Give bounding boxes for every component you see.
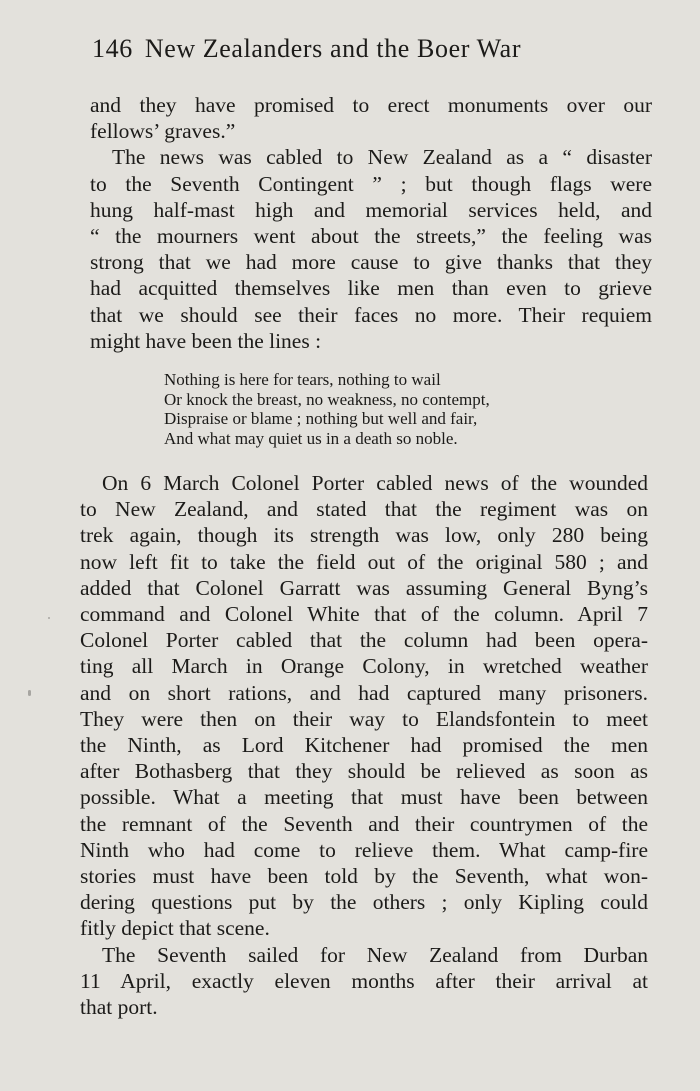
text-line: the Ninth, as Lord Kitchener had promised the men bbox=[80, 733, 648, 758]
verse-line: Dispraise or blame ; nothing but well and fair, bbox=[164, 409, 478, 428]
text-line: 11 April, exactly eleven months after their arrival at bbox=[80, 968, 648, 993]
text-line: to the Seventh Contingent ” ; but though flags were bbox=[90, 171, 652, 196]
running-title: New Zealanders and the Boer War bbox=[144, 34, 522, 63]
text-line: possible. What a meeting that must have been between bbox=[80, 785, 648, 810]
text-line: Ninth who had come to relieve them. What camp-fire bbox=[80, 837, 648, 862]
text-line: They were then on their way to Elandsfontein to meet bbox=[80, 706, 648, 731]
text-line: “ the mourners went about the streets,” the feeling was bbox=[90, 224, 652, 249]
text-line: trek again, though its strength was low, only 280 being bbox=[80, 523, 648, 548]
text-line: The Seventh sailed for New Zealand from Durban bbox=[102, 942, 648, 967]
text-line: that port. bbox=[80, 995, 158, 1020]
text-line: added that Colonel Garratt was assuming General Byng’s bbox=[80, 575, 648, 600]
verse-quotation bbox=[164, 370, 604, 448]
text-line: to New Zealand, and stated that the regiment was on bbox=[80, 497, 648, 522]
text-line: command and Colonel White that of the column. April 7 bbox=[80, 602, 648, 627]
text-line: On 6 March Colonel Porter cabled news of the wounded bbox=[102, 471, 648, 495]
paragraph-block-a bbox=[90, 92, 652, 354]
text-line: and on short rations, and had captured many prisoners. bbox=[80, 680, 648, 705]
text-line: dering questions put by the others ; only Kipling could bbox=[80, 890, 648, 915]
text-line: had acquitted themselves like men than even to grieve bbox=[90, 276, 652, 301]
text-line: ting all March in Orange Colony, in wretched weather bbox=[80, 654, 648, 679]
text-line: strong that we had more cause to give thanks that they bbox=[90, 250, 652, 275]
text-line: fellows’ graves.” bbox=[90, 119, 236, 144]
text-line: stories must have been told by the Seventh, what won- bbox=[80, 864, 648, 889]
paper-mark bbox=[28, 690, 31, 696]
text-line: that we should see their faces no more. Their requiem bbox=[90, 302, 652, 327]
text-line: might have been the lines : bbox=[90, 328, 322, 353]
paper-mark bbox=[48, 617, 50, 619]
verse-line: Or knock the breast, no weakness, no contempt, bbox=[164, 389, 490, 409]
text-line: fitly depict that scene. bbox=[80, 916, 270, 941]
page-number: 146 bbox=[92, 34, 133, 63]
text-line: after Bothasberg that they should be relieved as soon as bbox=[80, 759, 648, 784]
text-line: Colonel Porter cabled that the column had been opera- bbox=[80, 628, 648, 653]
text-line: hung half-mast high and memorial services held, and bbox=[90, 197, 652, 222]
paragraph-block-b bbox=[80, 470, 648, 1020]
running-head bbox=[92, 34, 622, 64]
text-line: now left fit to take the field out of the original 580 ; and bbox=[80, 549, 648, 574]
text-line: and they have promised to erect monuments over our bbox=[90, 93, 652, 117]
text-line: the remnant of the Seventh and their countrymen of the bbox=[80, 811, 648, 836]
text-line: The news was cabled to New Zealand as a “ disaster bbox=[112, 145, 652, 170]
verse-line: Nothing is here for tears, nothing to wail bbox=[164, 370, 441, 389]
verse-line: And what may quiet us in a death so noble. bbox=[164, 428, 458, 448]
